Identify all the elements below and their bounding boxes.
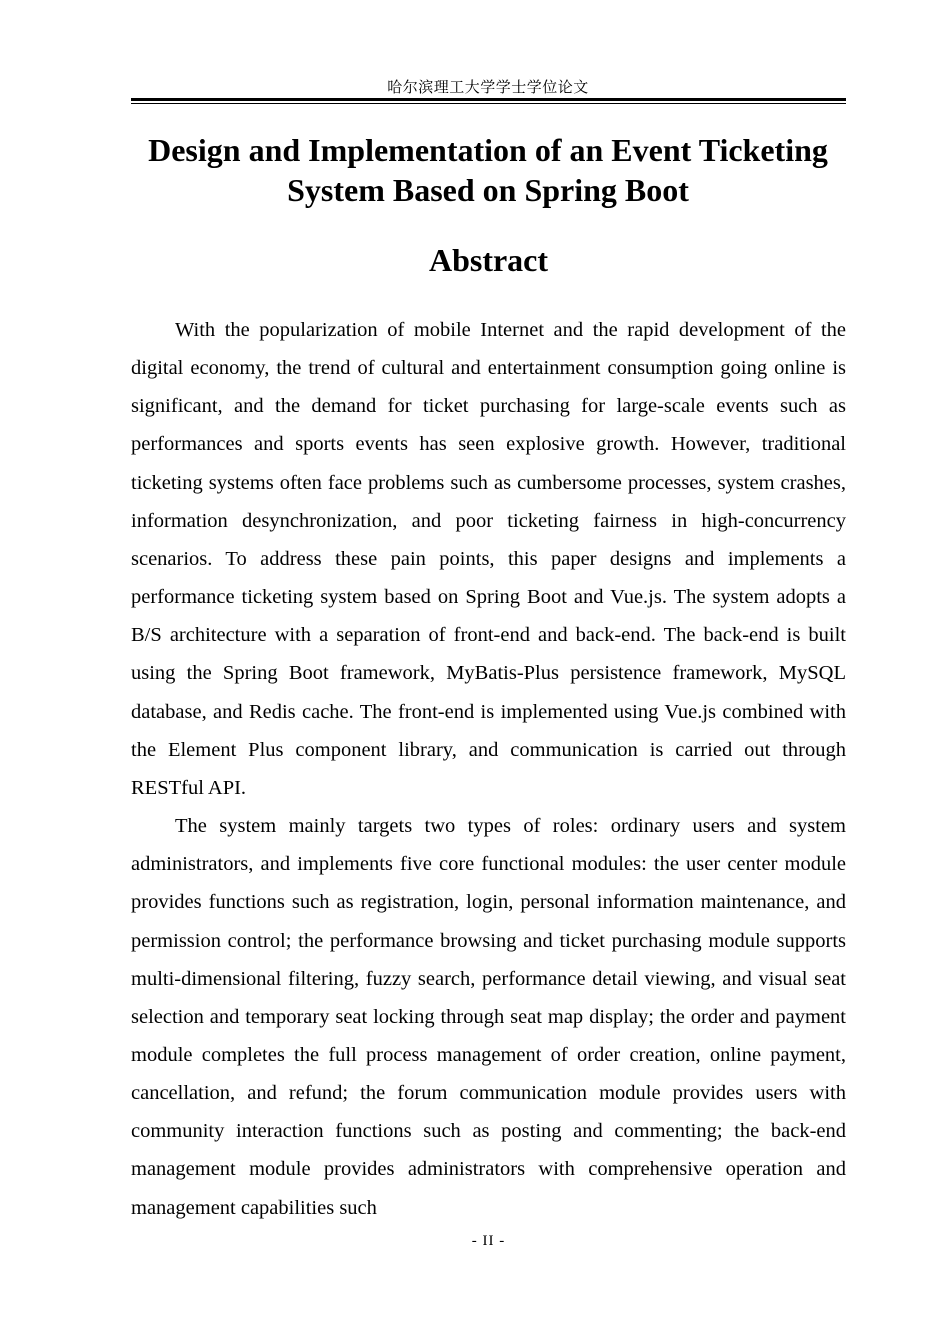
thesis-title-line-1: Design and Implementation of an Event Ticketing — [148, 132, 828, 168]
header-rule-thick — [131, 98, 846, 101]
thesis-title — [120, 130, 856, 210]
abstract-paragraph-1: With the popularization of mobile Internet and the rapid development of the digital economy, the trend of cultural and entertainment consumption going online is significant, and the demand for ticket purchasing for large-scale events such as performances and sports events has seen explosive growth. However, traditional ticketing systems often face problems such as cumbersome processes, system crashes, information desynchronization, and poor ticketing fairness in high-concurrency scenarios. To address these pain points, this paper designs and implements a performance ticketing system based on Spring Boot and Vue.js. The system adopts a B/S architecture with a separation of front-end and back-end. The back-end is built using the Spring Boot framework, MyBatis-Plus persistence framework, MySQL database, and Redis cache. The front-end is implemented using Vue.js combined with the Element Plus component library, and communication is carried out through RESTful API. — [131, 319, 846, 799]
abstract-heading: Abstract — [428, 242, 549, 278]
abstract-paragraph-2: The system mainly targets two types of roles: ordinary users and system administrators, and implements five core functional modules: the user center module provides functions such as registration, login, personal information maintenance, and permission control; the performance browsing and ticket purchasing module supports multi-dimensional filtering, fuzzy search, performance detail viewing, and visual seat selection and temporary seat locking through seat map display; the order and payment module completes the full process management of order creation, online payment, cancellation, and refund; the forum communication module provides users with community interaction functions such as posting and commenting; the back-end management module provides administrators with comprehensive operation and management capabilities such — [131, 815, 846, 1219]
abstract-body — [131, 311, 846, 1227]
running-header: 哈尔滨理工大学学士学位论文 — [387, 80, 589, 96]
thesis-title-line-2: System Based on Spring Boot — [287, 172, 689, 208]
page-number: - II - — [471, 1233, 506, 1249]
header-rule-thin — [131, 103, 846, 104]
